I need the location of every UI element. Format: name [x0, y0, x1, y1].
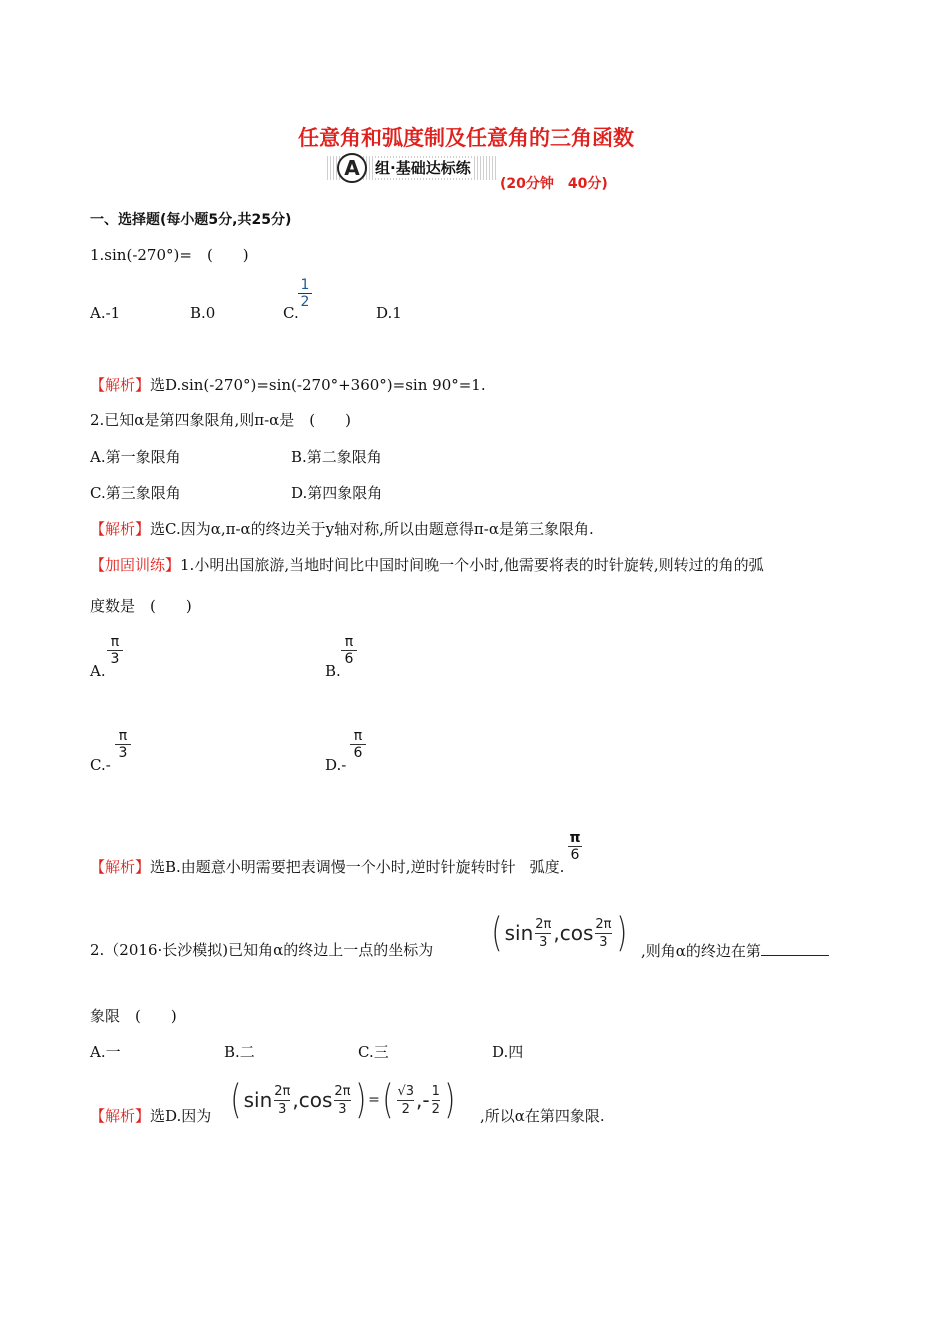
angle-fraction: [595, 917, 611, 950]
fraction-denominator: 2: [431, 1101, 440, 1117]
left-paren: (: [491, 910, 503, 956]
answer-4-equation: [228, 1077, 457, 1123]
result-fraction-2: [432, 1084, 440, 1117]
q2-option-b: B.第二象限角: [291, 448, 382, 466]
analysis-text-end: 弧度.: [529, 858, 565, 876]
fraction-numerator: π: [118, 728, 128, 744]
right-paren: ): [354, 1077, 366, 1123]
q1-option-b: B.0: [190, 304, 216, 322]
group-badge: [327, 153, 497, 183]
answer-3: [90, 858, 564, 876]
right-paren: ): [615, 910, 627, 956]
q1-option-d: D.1: [376, 304, 402, 322]
answer-4: [90, 1107, 211, 1125]
analysis-text: 选D.sin(-270°)=sin(-270°+360°)=sin 90°=1.: [150, 376, 486, 394]
extra1-option-c-fraction: [115, 728, 131, 761]
sin-label: sin: [243, 1088, 273, 1112]
q1-option-c: C.: [283, 304, 299, 322]
fraction-denominator: 2: [300, 294, 310, 310]
analysis-text: 选B.由题意小明需要把表调慢一个小时,逆时针旋转时针: [150, 858, 516, 876]
analysis-text: 选C.因为α,π-α的终边关于y轴对称,所以由题意得π-α是第三象限角.: [150, 520, 594, 538]
extra2-option-b: B.二: [224, 1043, 255, 1061]
answer-1: [90, 376, 486, 394]
comma: ,: [553, 921, 560, 945]
fraction-numerator: 1: [431, 1083, 440, 1099]
stem-text: ,则角α的终边在第: [641, 942, 761, 960]
extra1-option-c: C.-: [90, 756, 111, 774]
cos-label: cos: [298, 1088, 333, 1112]
fraction-denominator: 3: [278, 1101, 287, 1117]
left-paren: (: [230, 1077, 242, 1123]
q1-option-a: A.-1: [90, 304, 121, 322]
fraction-bar: [334, 1100, 350, 1101]
extra1-option-b: B.: [325, 662, 341, 680]
extra1-option-a-fraction: [107, 634, 123, 667]
q2-option-a: A.第一象限角: [90, 448, 181, 466]
extra-question-2-coordinate: [489, 910, 629, 956]
minus-sign: -: [422, 1088, 430, 1112]
extra2-option-d: D.四: [492, 1043, 524, 1061]
fraction-denominator: 3: [539, 934, 548, 950]
q2-option-c: C.第三象限角: [90, 484, 181, 502]
fraction-denominator: 6: [344, 651, 354, 667]
extra2-option-a: A.一: [90, 1043, 121, 1061]
fraction-numerator: π: [110, 634, 120, 650]
q1-option-c-fraction: [298, 277, 312, 310]
extra2-option-c: C.三: [358, 1043, 389, 1061]
extra1-option-a: A.: [90, 662, 106, 680]
fraction-numerator: π: [344, 634, 354, 650]
equals-sign: =: [368, 1092, 380, 1108]
page-title: 任意角和弧度制及任意角的三角函数: [298, 126, 634, 150]
fraction-denominator: 6: [570, 847, 580, 863]
answer-3-fraction: [568, 830, 582, 863]
answer-blank: [761, 941, 829, 956]
extra-question-1: [90, 556, 764, 574]
fraction-denominator: 3: [599, 934, 608, 950]
fraction-numerator: 2π: [274, 1083, 291, 1099]
extra1-option-d-fraction: [350, 728, 366, 761]
analysis-tag: 【解析】: [90, 858, 151, 876]
left-paren: (: [382, 1077, 394, 1123]
angle-fraction: [535, 917, 551, 950]
fraction-bar: [397, 1100, 414, 1101]
right-paren: ): [444, 1077, 456, 1123]
result-fraction-1: [397, 1084, 414, 1117]
cos-label: cos: [559, 921, 594, 945]
badge-text: 组·基础达标练: [375, 159, 471, 177]
fraction-numerator: 1: [300, 277, 310, 293]
fraction-numerator: 2π: [334, 1083, 351, 1099]
fraction-denominator: 2: [401, 1101, 410, 1117]
fraction-denominator: 3: [110, 651, 120, 667]
fraction-numerator: √3: [397, 1083, 415, 1099]
extra-question-2-line2: 象限 ( ): [90, 1007, 177, 1025]
comma: ,: [292, 1088, 299, 1112]
fraction-numerator: 2π: [535, 916, 552, 932]
question-2-stem: 2.已知α是第四象限角,则π-α是 ( ): [90, 411, 351, 429]
time-limit: (20分钟 40分): [500, 176, 608, 192]
angle-fraction: [274, 1084, 290, 1117]
badge-letter: A: [337, 153, 367, 183]
comma: ,: [416, 1088, 423, 1112]
reinforcement-tag: 【加固训练】: [90, 556, 181, 574]
q2-option-d: D.第四象限角: [291, 484, 383, 502]
extra1-option-b-fraction: [341, 634, 357, 667]
analysis-tag: 【解析】: [90, 376, 151, 394]
fraction-denominator: 3: [118, 745, 128, 761]
extra-question-2-stem-end: [641, 941, 829, 960]
fraction-numerator: π: [569, 830, 581, 846]
extra-question-2-stem: 2.（2016·长沙模拟)已知角α的终边上一点的坐标为: [90, 941, 434, 959]
answer-4-end: ,所以α在第四象限.: [480, 1107, 605, 1125]
fraction-numerator: 2π: [595, 916, 612, 932]
fraction-bar: [595, 933, 611, 934]
analysis-tag: 【解析】: [90, 520, 151, 538]
fraction-numerator: π: [353, 728, 363, 744]
extra-question-1-line1: 1.小明出国旅游,当地时间比中国时间晚一个小时,他需要将表的时针旋转,则转过的角的弧: [180, 556, 764, 574]
fraction-denominator: 6: [353, 745, 363, 761]
section-heading: 一、选择题(每小题5分,共25分): [90, 212, 292, 228]
extra1-option-d: D.-: [325, 756, 347, 774]
analysis-text: 选D.因为: [150, 1107, 212, 1125]
fraction-bar: [535, 933, 551, 934]
analysis-tag: 【解析】: [90, 1107, 151, 1125]
extra-question-1-line2: 度数是 ( ): [90, 597, 192, 615]
answer-2: [90, 520, 594, 538]
sin-label: sin: [504, 921, 534, 945]
angle-fraction: [334, 1084, 350, 1117]
fraction-denominator: 3: [338, 1101, 347, 1117]
fraction-bar: [432, 1100, 440, 1101]
fraction-bar: [274, 1100, 290, 1101]
question-1-stem: 1.sin(-270°)= ( ): [90, 246, 249, 264]
